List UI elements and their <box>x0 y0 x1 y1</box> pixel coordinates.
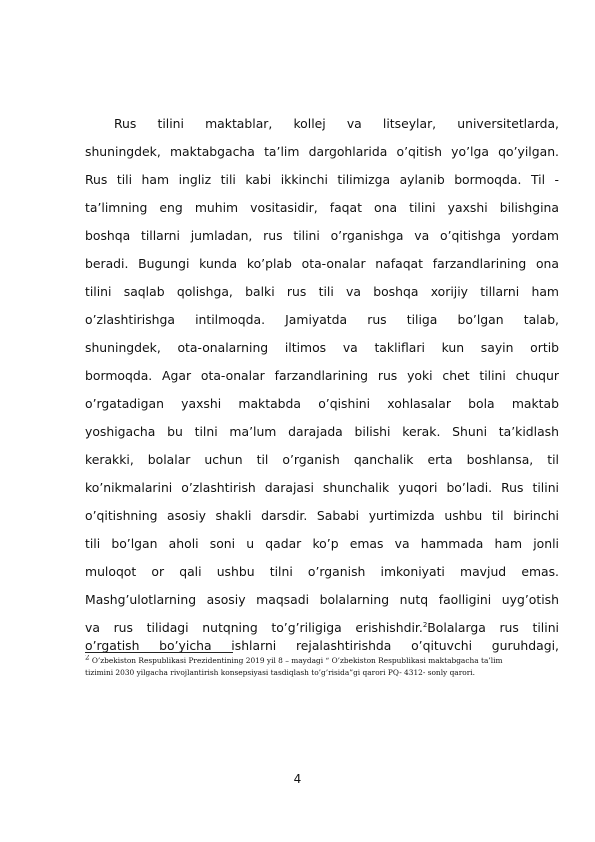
body-text-segment: va rus tilidagi nutqning to’g’riligiga erishishdir. <box>85 620 423 635</box>
body-line: ta’limning eng muhim vositasidir, faqat ona tilini yaxshi bilishgina <box>85 200 559 215</box>
body-line: Rus tilini maktablar, kollej va litseylar, universitetlarda, <box>114 116 559 131</box>
body-line: bormoqda. Agar ota-onalar farzandlarining rus yoki chet tilini chuqur <box>85 368 559 383</box>
footnote-mark: 2 <box>85 655 90 662</box>
body-line: yoshigacha bu tilni ma’lum darajada bilishi kerak. Shuni ta’kidlash <box>85 424 559 439</box>
body-line: tili bo’lgan aholi soni u qadar ko’p emas va hammada ham jonli <box>85 536 559 551</box>
footnote-line <box>85 655 559 666</box>
body-line: o’qitishning asosiy shakli darsdir. Sababi yurtimizda ushbu til birinchi <box>85 508 559 523</box>
body-line: o’rgatish bo’yicha ishlarni rejalashtirishda o’qituvchi guruhdagi, <box>85 638 559 653</box>
body-line: shuningdek, maktabgacha ta’lim dargohlarida o’qitish yo’lga qo’yilgan. <box>85 144 559 159</box>
page-number: 4 <box>293 772 302 786</box>
footnote-reference[interactable]: 2 <box>422 620 428 629</box>
body-line: tilini saqlab qolishga, balki rus tili va boshqa xorijiy tillarni ham <box>85 284 559 299</box>
body-line: o’rgatadigan yaxshi maktabda o’qishini xohlasalar bola maktab <box>85 396 559 411</box>
footnote-text: O’zbekiston Respublikasi Prezidentining 2019 yil 8 – maydagi “ O’zbekiston Respublikasi maktabgacha ta’lim <box>89 656 503 665</box>
body-line: Mashg’ulotlarning asosiy maqsadi bolalarning nutq faolligini uyg’otish <box>85 592 559 607</box>
body-line-with-footnote-ref <box>85 618 559 638</box>
footnote-separator <box>85 652 233 653</box>
body-line: boshqa tillarni jumladan, rus tilini o’rganishga va o’qitishga yordam <box>85 228 559 243</box>
body-line: Rus tili ham ingliz tili kabi ikkinchi tilimizga aylanib bormoqda. Til - <box>85 172 559 187</box>
body-line: shuningdek, ota-onalarning iltimos va takliflari kun sayin ortib <box>85 340 559 355</box>
body-line: o’zlashtirishga intilmoqda. Jamiyatda rus tiliga bo’lgan talab, <box>85 312 559 327</box>
footnote-line: tizimini 2030 yilgacha rivojlantirish konsepsiyasi tasdiqlash to’g’risida”gi qarori PQ- 4312- sonly qarori. <box>85 668 475 677</box>
body-line: beradi. Bugungi kunda ko’plab ota-onalar nafaqat farzandlarining ona <box>85 256 559 271</box>
body-line: ko’nikmalarini o’zlashtirish darajasi shunchalik yuqori bo’ladi. Rus tilini <box>85 480 559 495</box>
body-line: muloqot or qali ushbu tilni o’rganish imkoniyati mavjud emas. <box>85 564 559 579</box>
body-line: kerakki, bolalar uchun til o’rganish qanchalik erta boshlansa, til <box>85 452 559 467</box>
body-text-segment: Bolalarga rus tilini <box>427 620 559 635</box>
